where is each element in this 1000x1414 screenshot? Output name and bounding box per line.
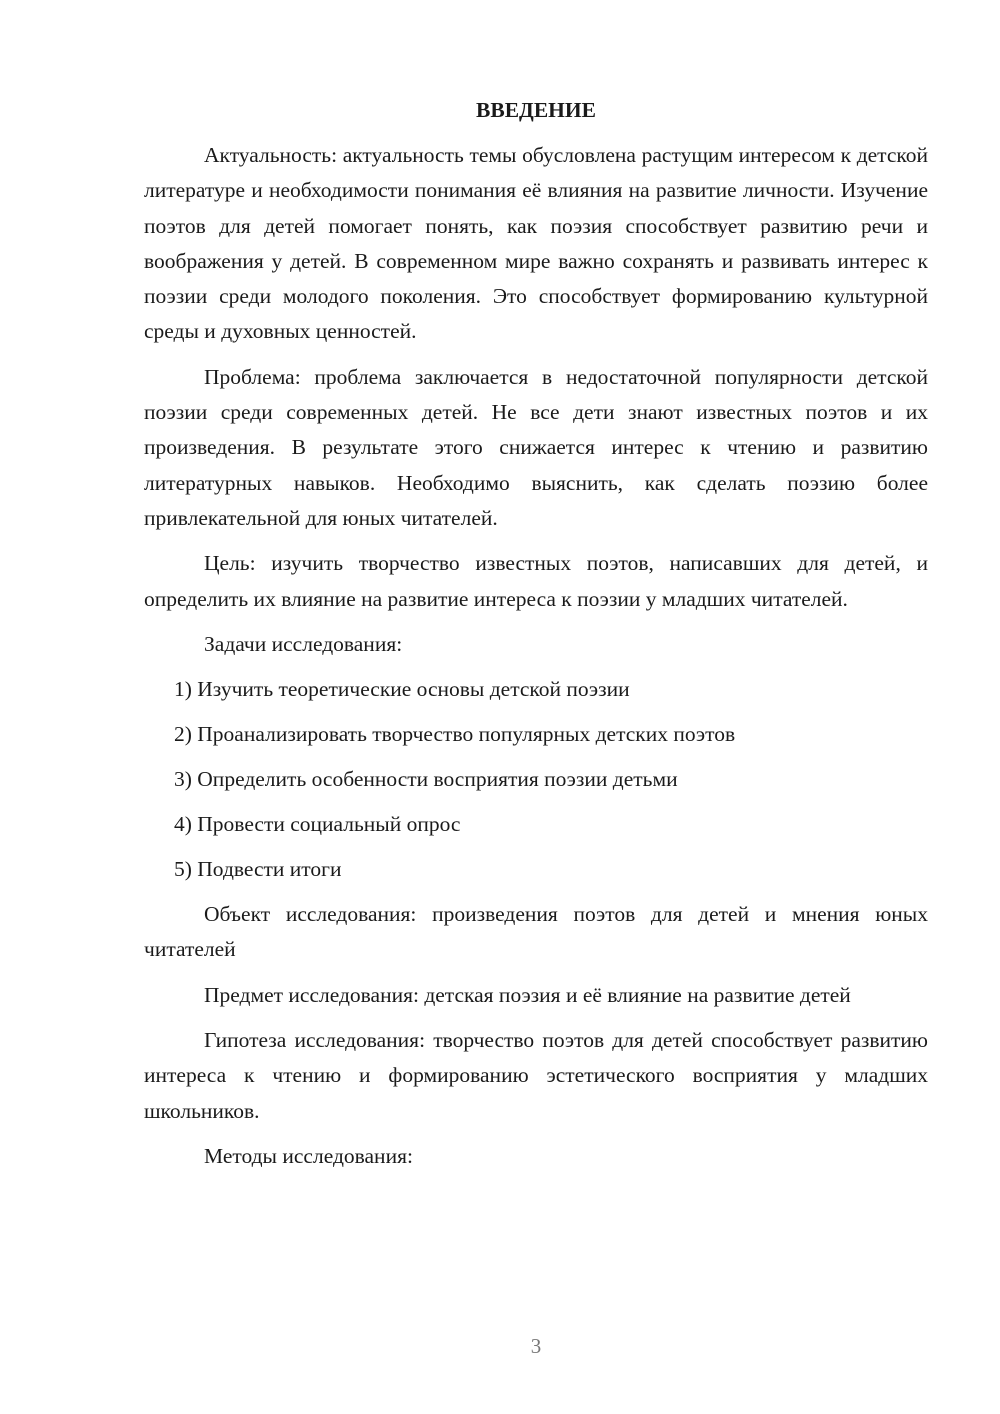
paragraph-relevance: Актуальность: актуальность темы обусловлена растущим интересом к детской литературе и необходимости понимания её влияния на развитие личности. Изучение поэтов для детей помогает понять, как поэзия способствует развитию речи и воображения у детей. В современном мире важно сохранять и развивать интерес к поэзии среди молодого поколения. Это способствует формированию культурной среды и духовных ценностей. [144, 143, 928, 344]
section-heading: ВВЕДЕНИЕ [476, 98, 596, 122]
task-item-1: 1) Изучить теоретические основы детской поэзии [174, 677, 630, 702]
task-item-2: 2) Проанализировать творчество популярных детских поэтов [174, 722, 736, 747]
tasks-title: Задачи исследования: [204, 631, 403, 656]
task-list [144, 672, 928, 887]
paragraph-goal: Цель: изучить творчество известных поэтов, написавших для детей, и определить их влияние на развитие интереса к поэзии у младших читателей. [144, 551, 928, 611]
paragraph-subject: Предмет исследования: детская поэзия и её влияние на развитие детей [204, 982, 851, 1007]
paragraph-problem: Проблема: проблема заключается в недостаточной популярности детской поэзии среди современных детей. Не все дети знают известных поэтов и их произведения. В результате этого снижается интерес к чтению и развитию литературных навыков. Необходимо выяснить, как сделать поэзию более привлекательной для юных читателей. [144, 364, 928, 530]
paragraph-methods: Методы исследования: [204, 1143, 413, 1168]
page-content [144, 94, 928, 1184]
paragraph-object: Объект исследования: произведения поэтов для детей и мнения юных читателей [144, 902, 928, 962]
page-number: 3 [530, 1334, 542, 1358]
task-item-3: 3) Определить особенности восприятия поэзии детьми [174, 767, 678, 792]
task-item-4: 4) Провести социальный опрос [174, 812, 461, 837]
task-item-5: 5) Подвести итоги [174, 857, 342, 882]
paragraph-hypothesis: Гипотеза исследования: творчество поэтов для детей способствует развитию интереса к чтению и формированию эстетического восприятия у младших школьников. [144, 1028, 928, 1123]
